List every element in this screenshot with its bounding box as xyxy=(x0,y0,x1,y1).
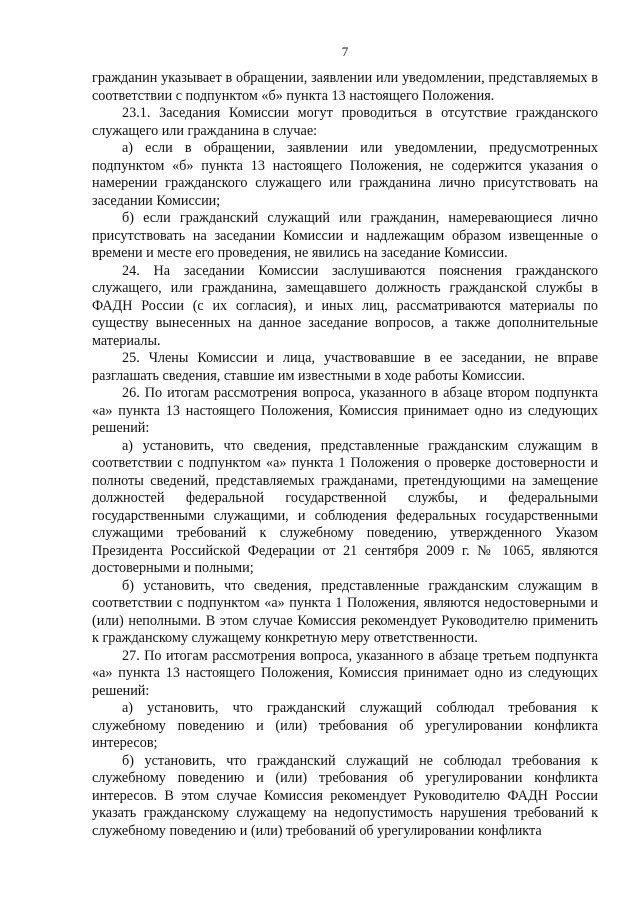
page-number: 7 xyxy=(341,44,349,59)
paragraph-27: 27. По итогам рассмотрения вопроса, указанного в абзаце третьем подпункта «а» пункта 13 настоящего Положения, Комиссия принимает одно из следующих решений: xyxy=(92,647,598,699)
paragraph-27-b: б) установить, что гражданский служащий не соблюдал требования к служебному поведению и (или) требования об урегулировании конфликта интересов. В этом случае Комиссия рекомендует Руководителю ФАДН России указать гражданскому служащему на недопустимость нарушения требований к служебному поведению и (или) требований об урегулировании конфликта xyxy=(92,752,598,839)
paragraph-26-a: а) установить, что сведения, представленные гражданским служащим в соответствии с подпунктом «а» пункта 1 Положения о проверке достоверности и полноты сведений, представляемых гражданами, претендующими на замещение должностей федеральной государственной службы, и федеральными государственными служащими, и соблюдения федеральных государственными служащими требований к служебному поведению, утвержденного Указом Президента Российской Федерации от 21 сентября 2009 г. № 1065, являются достоверными и полными; xyxy=(92,437,598,576)
paragraph-26-b: б) установить, что сведения, представленные гражданским служащим в соответствии с подпунктом «а» пункта 1 Положения, являются недостоверными и (или) неполными. В этом случае Комиссия рекомендует Руководителю применить к гражданскому служащему конкретную меру ответственности. xyxy=(92,577,598,646)
paragraph-23-1-b: б) если гражданский служащий или гражданин, намеревающиеся лично присутствовать на заседании Комиссии и надлежащим образом извещенные о времени и месте его проведения, не явились на заседание Комиссии. xyxy=(92,210,598,261)
paragraph-23-1: 23.1. Заседания Комиссии могут проводиться в отсутствие гражданского служащего или гражданина в случае: xyxy=(92,105,598,139)
paragraph-continuation: гражданин указывает в обращении, заявлении или уведомлении, представляемых в соответствии с подпунктом «б» пункта 13 настоящего Положения. xyxy=(92,70,598,104)
paragraph-24: 24. На заседании Комиссии заслушиваются пояснения гражданского служащего, или гражданина, замещавшего должность гражданской службы в ФАДН России (с их согласия), и иных лиц, рассматриваются материалы по существу вынесенных на данное заседание вопросов, а также дополнительные материалы. xyxy=(92,262,598,349)
paragraph-27-a: а) установить, что гражданский служащий соблюдал требования к служебному поведению и (или) требования об урегулировании конфликта интересов; xyxy=(92,700,598,751)
paragraph-23-1-a: а) если в обращении, заявлении или уведомлении, предусмотренных подпунктом «б» пункта 13 настоящего Положения, не содержится указания о намерении гражданского служащего или гражданина лично присутствовать на заседании Комиссии; xyxy=(92,140,598,209)
document-body xyxy=(92,70,598,840)
paragraph-25: 25. Члены Комиссии и лица, участвовавшие в ее заседании, не вправе разглашать сведения, ставшие им известными в ходе работы Комиссии. xyxy=(92,350,598,384)
paragraph-26: 26. По итогам рассмотрения вопроса, указанного в абзаце втором подпункта «а» пункта 13 настоящего Положения, Комиссия принимает одно из следующих решений: xyxy=(92,385,598,436)
